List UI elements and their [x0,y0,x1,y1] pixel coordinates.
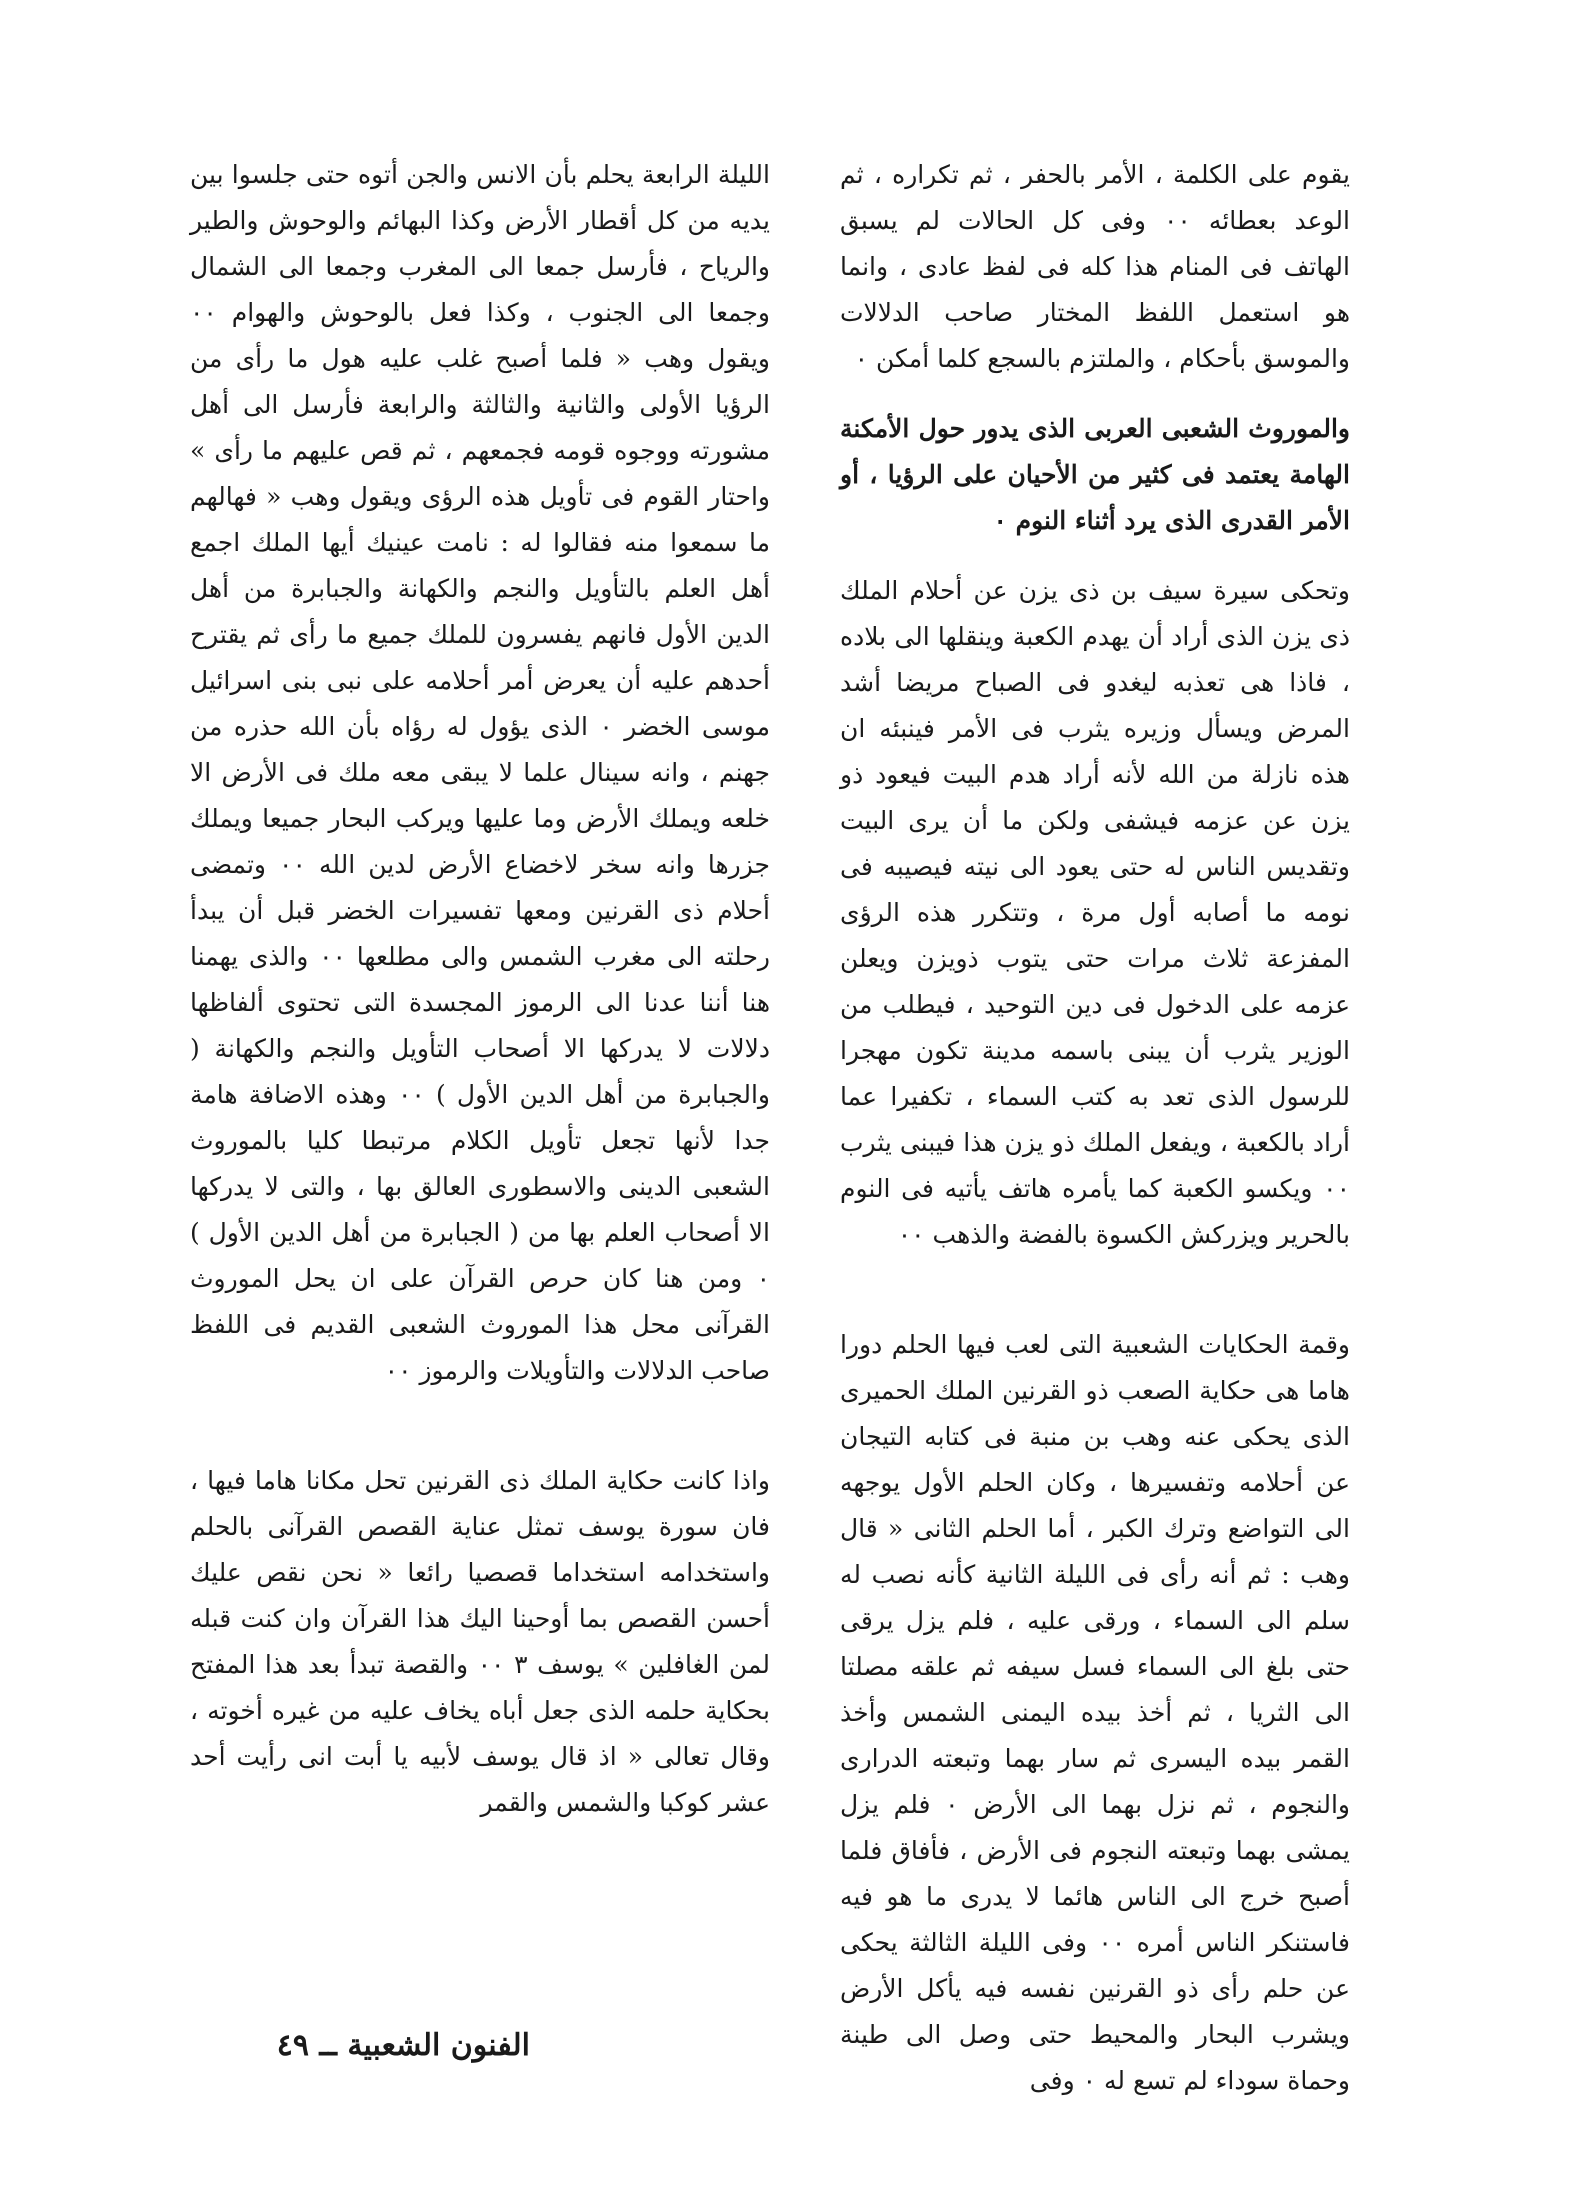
paragraph: وتحكى سيرة سيف بن ذى يزن عن أحلام الملك ذى يزن الذى أراد أن يهدم الكعبة وينقلها الى بلاده ، فاذا هى تعذبه ليغدو فى الصباح مريضا أشد المرض ويسأل وزيره يثرب فى الأمر فينبئه ان هذه نازلة من الله لأنه أراد هدم البيت فيعود ذو يزن عن عزمه فيشفى ولكن ما أن يرى البيت وتقديس الناس له حتى يعود الى نيته فيصيبه فى نومه ما أصابه أول مرة ، وتتكرر هذه الرؤى المفزعة ثلاث مرات حتى يتوب ذويزن ويعلن عزمه على الدخول فى دين التوحيد ، فيطلب من الوزير يثرب أن يبنى باسمه مدينة تكون مهجرا للرسول الذى تعد به كتب السماء ، تكفيرا عما أراد بالكعبة ، ويفعل الملك ذو يزن هذا فيبنى يثرب ٠٠ ويكسو الكعبة كما يأمره هاتف يأتيه فى النوم بالحرير ويزركش الكسوة بالفضة والذهب ٠٠ [840,576,1350,1249]
paragraph: يقوم على الكلمة ، الأمر بالحفر ، ثم تكراره ، ثم الوعد بعطائه ٠٠ وفى كل الحالات لم يسبق الهاتف فى المنام هذا كله فى لفظ عادى ، وانما هو استعمل اللفظ المختار صاحب الدلالات والموسق بأحكام ، والملتزم بالسجع كلما أمكن ٠ [840,160,1350,373]
page-footer: الفنون الشعبية ــ ٤٩ [276,2028,530,2063]
bold-paragraph: والموروث الشعبى العربى الذى يدور حول الأمكنة الهامة يعتمد فى كثير من الأحيان على الرؤيا ، أو الأمر القدرى الذى يرد أثناء النوم ٠ [840,414,1350,535]
right-text-column [840,152,1350,2128]
paragraph: واذا كانت حكاية الملك ذى القرنين تحل مكانا هاما فيها ، فان سورة يوسف تمثل عناية القصص القرآنى بالحلم واستخدامه استخداما قصصيا رائعا « نحن نقص عليك أحسن القصص بما أوحينا اليك هذا القرآن وان كنت قبله لمن الغافلين » يوسف ٣ ٠٠ والقصة تبدأ بعد هذا المفتح بحكاية حلمه الذى جعل أباه يخاف عليه من غيره أخوته ، وقال تعالى « اذ قال يوسف لأبيه يا أبت انى رأيت أحد عشر كوكبا والشمس والقمر [190,1466,770,1817]
left-text-column [190,152,770,1850]
paragraph: وقمة الحكايات الشعبية التى لعب فيها الحلم دورا هاما هى حكاية الصعب ذو القرنين الملك الحميرى الذى يحكى عنه وهب بن منبة فى كتابه التيجان عن أحلامه وتفسيرها ، وكان الحلم الأول يوجهه الى التواضع وترك الكبر ، أما الحلم الثانى « قال وهب : ثم أنه رأى فى الليلة الثانية كأنه نصب له سلم الى السماء ، ورقى عليه ، فلم يزل يرقى حتى بلغ الى السماء فسل سيفه ثم علقه مصلتا الى الثريا ، ثم أخذ بيده اليمنى الشمس وأخذ القمر بيده اليسرى ثم سار بهما وتبعته الدرارى والنجوم ، ثم نزل بهما الى الأرض ٠ فلم يزل يمشى بهما وتبعته النجوم فى الأرض ، فأفاق فلما أصبح خرج الى الناس هائما لا يدرى ما هو فيه فاستنكر الناس أمره ٠٠ وفى الليلة الثالثة يحكى عن حلم رأى ذو القرنين نفسه فيه يأكل الأرض ويشرب البحار والمحيط حتى وصل الى طينة وحماة سوداء لم تسع له ٠ وفى [840,1330,1350,2095]
paragraph: الليلة الرابعة يحلم بأن الانس والجن أتوه حتى جلسوا بين يديه من كل أقطار الأرض وكذا البهائم والوحوش والطير والرياح ، فأرسل جمعا الى المغرب وجمعا الى الشمال وجمعا الى الجنوب ، وكذا فعل بالوحوش والهوام ٠٠ ويقول وهب « فلما أصبح غلب عليه هول ما رأى من الرؤيا الأولى والثانية والثالثة والرابعة فأرسل الى أهل مشورته ووجوه قومه فجمعهم ، ثم قص عليهم ما رأى » واحتار القوم فى تأويل هذه الرؤى ويقول وهب « فهالهم ما سمعوا منه فقالوا له : نامت عينيك أيها الملك اجمع أهل العلم بالتأويل والنجم والكهانة والجبابرة من أهل الدين الأول فانهم يفسرون للملك جميع ما رأى ثم يقترح أحدهم عليه أن يعرض أمر أحلامه على نبى بنى اسرائيل موسى الخضر ٠ الذى يؤول له رؤاه بأن الله حذره من جهنم ، وانه سينال علما لا يبقى معه ملك فى الأرض الا خلعه ويملك الأرض وما عليها ويركب البحار جميعا ويملك جزرها وانه سخر لاخضاع الأرض لدين الله ٠٠ وتمضى أحلام ذى القرنين ومعها تفسيرات الخضر قبل أن يبدأ رحلته الى مغرب الشمس والى مطلعها ٠٠ والذى يهمنا هنا أننا عدنا الى الرموز المجسدة التى تحتوى ألفاظها دلالات لا يدركها الا أصحاب التأويل والنجم والكهانة ( والجبابرة من أهل الدين الأول ) ٠٠ وهذه الاضافة هامة جدا لأنها تجعل تأويل الكلام مرتبطا كليا بالموروث الشعبى الدينى والاسطورى العالق بها ، والتى لا يدركها الا أصحاب العلم بها من ( الجبابرة من أهل الدين الأول ) ٠ ومن هنا كان حرص القرآن على ان يحل الموروث القرآنى محل هذا الموروث الشعبى القديم فى اللفظ صاحب الدلالات والتأويلات والرموز ٠٠ [190,160,770,1385]
